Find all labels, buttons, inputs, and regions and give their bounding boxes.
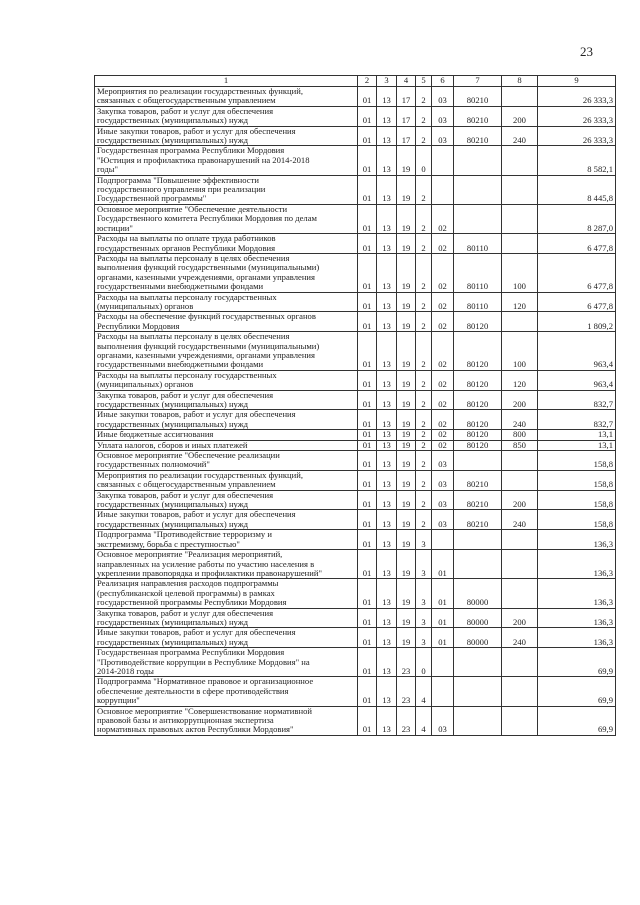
code-cell: 80210 bbox=[454, 87, 502, 107]
code-cell: 80120 bbox=[454, 332, 502, 371]
code-cell: 2 bbox=[416, 451, 432, 471]
item-name-cell: Расходы на выплаты персоналу в целях обеспечения выполнения функций государственными (муниципальными) органами, казенными учреждениями, органами управления государственными внебюджетными фондами bbox=[95, 253, 358, 292]
amount-cell: 963,4 bbox=[538, 332, 616, 371]
item-name-cell: Подпрограмма "Нормативное правовое и организационное обеспечение деятельности в сфере противодействия коррупции" bbox=[95, 677, 358, 706]
code-cell: 2 bbox=[416, 410, 432, 430]
table-row bbox=[95, 87, 616, 107]
code-cell bbox=[502, 234, 538, 254]
code-cell: 17 bbox=[397, 106, 416, 126]
code-cell: 01 bbox=[358, 390, 377, 410]
code-cell: 80120 bbox=[454, 370, 502, 390]
table-row bbox=[95, 292, 616, 312]
item-name-cell: Реализация направления расходов подпрограммы (республиканской целевой программы) в рамках государственной программы Республики Мордовия bbox=[95, 579, 358, 608]
code-cell: 2 bbox=[416, 430, 432, 440]
item-name-cell: Основное мероприятие "Совершенствование нормативной правовой базы и антикоррупционная экспертиза нормативных правовых актов Республики Мордовия" bbox=[95, 706, 358, 735]
code-cell bbox=[454, 706, 502, 735]
code-cell bbox=[502, 146, 538, 175]
code-cell bbox=[502, 175, 538, 204]
code-cell: 01 bbox=[358, 490, 377, 510]
code-cell: 02 bbox=[432, 312, 454, 332]
column-header: 8 bbox=[502, 76, 538, 87]
code-cell: 01 bbox=[358, 550, 377, 579]
code-cell: 01 bbox=[358, 370, 377, 390]
item-name-cell: Государственная программа Республики Мордовия "Юстиция и профилактика правонарушений на 2014-2018 годы" bbox=[95, 146, 358, 175]
code-cell: 240 bbox=[502, 410, 538, 430]
code-cell: 01 bbox=[358, 332, 377, 371]
amount-cell: 832,7 bbox=[538, 390, 616, 410]
code-cell: 03 bbox=[432, 490, 454, 510]
code-cell: 01 bbox=[358, 579, 377, 608]
code-cell: 01 bbox=[358, 430, 377, 440]
code-cell: 02 bbox=[432, 253, 454, 292]
code-cell: 13 bbox=[377, 204, 397, 233]
code-cell: 02 bbox=[432, 292, 454, 312]
column-header: 9 bbox=[538, 76, 616, 87]
code-cell: 19 bbox=[397, 234, 416, 254]
code-cell: 13 bbox=[377, 106, 397, 126]
code-cell: 80110 bbox=[454, 292, 502, 312]
code-cell: 03 bbox=[432, 87, 454, 107]
table-row bbox=[95, 470, 616, 490]
code-cell: 80110 bbox=[454, 234, 502, 254]
code-cell: 2 bbox=[416, 253, 432, 292]
amount-cell: 6 477,8 bbox=[538, 292, 616, 312]
table-row bbox=[95, 312, 616, 332]
code-cell bbox=[432, 677, 454, 706]
code-cell: 01 bbox=[358, 608, 377, 628]
code-cell: 23 bbox=[397, 706, 416, 735]
code-cell: 3 bbox=[416, 579, 432, 608]
amount-cell: 69,9 bbox=[538, 706, 616, 735]
amount-cell: 136,3 bbox=[538, 628, 616, 648]
code-cell: 19 bbox=[397, 440, 416, 450]
code-cell bbox=[454, 146, 502, 175]
code-cell: 120 bbox=[502, 292, 538, 312]
table-row bbox=[95, 146, 616, 175]
column-header: 4 bbox=[397, 76, 416, 87]
amount-cell: 963,4 bbox=[538, 370, 616, 390]
table-row bbox=[95, 530, 616, 550]
amount-cell: 6 477,8 bbox=[538, 253, 616, 292]
code-cell bbox=[502, 87, 538, 107]
code-cell bbox=[502, 648, 538, 677]
amount-cell: 69,9 bbox=[538, 648, 616, 677]
code-cell: 19 bbox=[397, 253, 416, 292]
table-row bbox=[95, 332, 616, 371]
code-cell: 01 bbox=[358, 677, 377, 706]
code-cell: 200 bbox=[502, 106, 538, 126]
code-cell: 13 bbox=[377, 312, 397, 332]
code-cell: 03 bbox=[432, 706, 454, 735]
amount-cell: 832,7 bbox=[538, 410, 616, 430]
code-cell: 19 bbox=[397, 490, 416, 510]
code-cell: 17 bbox=[397, 87, 416, 107]
code-cell: 19 bbox=[397, 410, 416, 430]
code-cell: 13 bbox=[377, 706, 397, 735]
code-cell: 120 bbox=[502, 370, 538, 390]
code-cell bbox=[502, 579, 538, 608]
code-cell: 13 bbox=[377, 175, 397, 204]
amount-cell: 136,3 bbox=[538, 579, 616, 608]
code-cell: 19 bbox=[397, 550, 416, 579]
code-cell: 80000 bbox=[454, 579, 502, 608]
amount-cell: 8 582,1 bbox=[538, 146, 616, 175]
code-cell: 03 bbox=[432, 470, 454, 490]
item-name-cell: Иные закупки товаров, работ и услуг для обеспечения государственных (муниципальных) нужд bbox=[95, 410, 358, 430]
code-cell: 13 bbox=[377, 530, 397, 550]
code-cell: 03 bbox=[432, 106, 454, 126]
code-cell: 3 bbox=[416, 608, 432, 628]
item-name-cell: Иные закупки товаров, работ и услуг для обеспечения государственных (муниципальных) нужд bbox=[95, 510, 358, 530]
code-cell: 850 bbox=[502, 440, 538, 450]
code-cell: 80120 bbox=[454, 312, 502, 332]
code-cell: 13 bbox=[377, 470, 397, 490]
code-cell: 19 bbox=[397, 579, 416, 608]
code-cell: 100 bbox=[502, 332, 538, 371]
amount-cell: 26 333,3 bbox=[538, 106, 616, 126]
code-cell: 02 bbox=[432, 410, 454, 430]
amount-cell: 6 477,8 bbox=[538, 234, 616, 254]
column-header: 7 bbox=[454, 76, 502, 87]
code-cell: 13 bbox=[377, 390, 397, 410]
code-cell bbox=[454, 175, 502, 204]
code-cell: 01 bbox=[358, 648, 377, 677]
code-cell: 13 bbox=[377, 410, 397, 430]
code-cell bbox=[454, 550, 502, 579]
code-cell: 13 bbox=[377, 430, 397, 440]
code-cell bbox=[454, 677, 502, 706]
code-cell: 19 bbox=[397, 175, 416, 204]
amount-cell: 26 333,3 bbox=[538, 126, 616, 146]
table-row bbox=[95, 410, 616, 430]
code-cell: 01 bbox=[358, 440, 377, 450]
code-cell: 2 bbox=[416, 490, 432, 510]
code-cell: 13 bbox=[377, 292, 397, 312]
item-name-cell: Подпрограмма "Противодействие терроризму и экстремизму, борьба с преступностью" bbox=[95, 530, 358, 550]
table-row bbox=[95, 706, 616, 735]
item-name-cell: Расходы на выплаты персоналу государственных (муниципальных) органов bbox=[95, 292, 358, 312]
code-cell: 13 bbox=[377, 451, 397, 471]
table-row bbox=[95, 253, 616, 292]
code-cell: 19 bbox=[397, 430, 416, 440]
code-cell: 0 bbox=[416, 146, 432, 175]
code-cell: 19 bbox=[397, 451, 416, 471]
code-cell: 2 bbox=[416, 126, 432, 146]
item-name-cell: Уплата налогов, сборов и иных платежей bbox=[95, 440, 358, 450]
item-name-cell: Иные закупки товаров, работ и услуг для обеспечения государственных (муниципальных) нужд bbox=[95, 628, 358, 648]
item-name-cell: Основное мероприятие "Обеспечение реализации государственных полномочий" bbox=[95, 451, 358, 471]
code-cell: 13 bbox=[377, 234, 397, 254]
amount-cell: 1 809,2 bbox=[538, 312, 616, 332]
amount-cell: 13,1 bbox=[538, 440, 616, 450]
code-cell: 01 bbox=[358, 510, 377, 530]
code-cell: 01 bbox=[358, 87, 377, 107]
code-cell: 80210 bbox=[454, 510, 502, 530]
code-cell: 01 bbox=[358, 106, 377, 126]
code-cell: 01 bbox=[358, 410, 377, 430]
code-cell: 13 bbox=[377, 440, 397, 450]
code-cell: 80120 bbox=[454, 430, 502, 440]
item-name-cell: Закупка товаров, работ и услуг для обеспечения государственных (муниципальных) нужд bbox=[95, 608, 358, 628]
code-cell bbox=[502, 677, 538, 706]
code-cell: 01 bbox=[358, 146, 377, 175]
code-cell: 01 bbox=[358, 292, 377, 312]
code-cell: 240 bbox=[502, 510, 538, 530]
code-cell: 13 bbox=[377, 608, 397, 628]
code-cell: 01 bbox=[432, 579, 454, 608]
item-name-cell: Расходы на обеспечение функций государственных органов Республики Мордовия bbox=[95, 312, 358, 332]
code-cell: 03 bbox=[432, 126, 454, 146]
table-row bbox=[95, 490, 616, 510]
code-cell: 80120 bbox=[454, 440, 502, 450]
amount-cell: 158,8 bbox=[538, 490, 616, 510]
table-row bbox=[95, 451, 616, 471]
item-name-cell: Расходы на выплаты персоналу государственных (муниципальных) органов bbox=[95, 370, 358, 390]
code-cell bbox=[454, 648, 502, 677]
code-cell: 200 bbox=[502, 490, 538, 510]
amount-cell: 136,3 bbox=[538, 530, 616, 550]
code-cell: 2 bbox=[416, 175, 432, 204]
code-cell: 4 bbox=[416, 706, 432, 735]
code-cell: 200 bbox=[502, 390, 538, 410]
table-row bbox=[95, 440, 616, 450]
code-cell: 19 bbox=[397, 204, 416, 233]
code-cell bbox=[454, 530, 502, 550]
code-cell: 01 bbox=[432, 628, 454, 648]
code-cell: 02 bbox=[432, 390, 454, 410]
code-cell: 13 bbox=[377, 648, 397, 677]
code-cell: 13 bbox=[377, 253, 397, 292]
code-cell: 01 bbox=[358, 253, 377, 292]
item-name-cell: Иные бюджетные ассигнования bbox=[95, 430, 358, 440]
code-cell: 01 bbox=[358, 234, 377, 254]
code-cell: 80110 bbox=[454, 253, 502, 292]
code-cell: 02 bbox=[432, 332, 454, 371]
table-row bbox=[95, 390, 616, 410]
item-name-cell: Основное мероприятие "Реализация мероприятий, направленных на усиление работы по участию населения в укреплении правопорядка и профилактики правонарушений" bbox=[95, 550, 358, 579]
column-header: 1 bbox=[95, 76, 358, 87]
code-cell: 19 bbox=[397, 608, 416, 628]
amount-cell: 136,3 bbox=[538, 550, 616, 579]
code-cell: 13 bbox=[377, 332, 397, 371]
code-cell bbox=[502, 451, 538, 471]
code-cell: 13 bbox=[377, 677, 397, 706]
item-name-cell: Расходы на выплаты персоналу в целях обеспечения выполнения функций государственными (муниципальными) органами, казенными учреждениями, органами управления государственными внебюджетными фондами bbox=[95, 332, 358, 371]
code-cell bbox=[502, 312, 538, 332]
code-cell: 02 bbox=[432, 370, 454, 390]
code-cell: 2 bbox=[416, 390, 432, 410]
amount-cell: 158,8 bbox=[538, 470, 616, 490]
amount-cell: 8 287,0 bbox=[538, 204, 616, 233]
code-cell: 80210 bbox=[454, 470, 502, 490]
code-cell: 80210 bbox=[454, 126, 502, 146]
code-cell: 3 bbox=[416, 550, 432, 579]
code-cell: 2 bbox=[416, 370, 432, 390]
code-cell: 01 bbox=[358, 470, 377, 490]
code-cell: 01 bbox=[432, 550, 454, 579]
code-cell: 02 bbox=[432, 440, 454, 450]
item-name-cell: Расходы на выплаты по оплате труда работников государственных органов Республики Мордовия bbox=[95, 234, 358, 254]
code-cell bbox=[432, 648, 454, 677]
code-cell: 19 bbox=[397, 332, 416, 371]
amount-cell: 158,8 bbox=[538, 510, 616, 530]
code-cell: 3 bbox=[416, 628, 432, 648]
table-row bbox=[95, 608, 616, 628]
code-cell: 4 bbox=[416, 677, 432, 706]
code-cell: 13 bbox=[377, 579, 397, 608]
column-header: 5 bbox=[416, 76, 432, 87]
code-cell: 01 bbox=[358, 126, 377, 146]
code-cell: 01 bbox=[432, 608, 454, 628]
code-cell: 01 bbox=[358, 706, 377, 735]
code-cell: 13 bbox=[377, 87, 397, 107]
code-cell bbox=[502, 530, 538, 550]
code-cell: 2 bbox=[416, 510, 432, 530]
code-cell: 13 bbox=[377, 370, 397, 390]
code-cell: 2 bbox=[416, 204, 432, 233]
code-cell: 100 bbox=[502, 253, 538, 292]
column-header: 2 bbox=[358, 76, 377, 87]
code-cell: 13 bbox=[377, 126, 397, 146]
code-cell bbox=[502, 204, 538, 233]
amount-cell: 8 445,8 bbox=[538, 175, 616, 204]
code-cell: 23 bbox=[397, 648, 416, 677]
code-cell: 2 bbox=[416, 312, 432, 332]
code-cell: 800 bbox=[502, 430, 538, 440]
code-cell: 01 bbox=[358, 451, 377, 471]
code-cell: 80210 bbox=[454, 490, 502, 510]
item-name-cell: Мероприятия по реализации государственных функций, связанных с общегосударственным управлением bbox=[95, 87, 358, 107]
table-row bbox=[95, 106, 616, 126]
amount-cell: 13,1 bbox=[538, 430, 616, 440]
code-cell: 19 bbox=[397, 628, 416, 648]
code-cell: 13 bbox=[377, 628, 397, 648]
code-cell: 13 bbox=[377, 146, 397, 175]
code-cell: 02 bbox=[432, 204, 454, 233]
code-cell: 01 bbox=[358, 312, 377, 332]
table-row bbox=[95, 234, 616, 254]
code-cell: 80000 bbox=[454, 608, 502, 628]
table-row bbox=[95, 204, 616, 233]
code-cell: 2 bbox=[416, 87, 432, 107]
code-cell: 03 bbox=[432, 451, 454, 471]
code-cell: 13 bbox=[377, 490, 397, 510]
code-cell: 3 bbox=[416, 530, 432, 550]
code-cell: 02 bbox=[432, 234, 454, 254]
code-cell bbox=[454, 204, 502, 233]
code-cell bbox=[502, 706, 538, 735]
code-cell: 200 bbox=[502, 608, 538, 628]
amount-cell: 158,8 bbox=[538, 451, 616, 471]
code-cell: 19 bbox=[397, 370, 416, 390]
code-cell: 01 bbox=[358, 530, 377, 550]
code-cell: 2 bbox=[416, 332, 432, 371]
item-name-cell: Мероприятия по реализации государственных функций, связанных с общегосударственным управлением bbox=[95, 470, 358, 490]
code-cell: 17 bbox=[397, 126, 416, 146]
code-cell: 0 bbox=[416, 648, 432, 677]
code-cell: 80210 bbox=[454, 106, 502, 126]
code-cell bbox=[432, 530, 454, 550]
item-name-cell: Закупка товаров, работ и услуг для обеспечения государственных (муниципальных) нужд bbox=[95, 106, 358, 126]
code-cell: 240 bbox=[502, 126, 538, 146]
code-cell: 2 bbox=[416, 106, 432, 126]
code-cell bbox=[432, 146, 454, 175]
code-cell: 2 bbox=[416, 292, 432, 312]
code-cell: 23 bbox=[397, 677, 416, 706]
code-cell: 13 bbox=[377, 510, 397, 530]
table-row bbox=[95, 510, 616, 530]
item-name-cell: Основное мероприятие "Обеспечение деятельности Государственного комитета Республики Мордовия по делам юстиции" bbox=[95, 204, 358, 233]
code-cell bbox=[502, 550, 538, 579]
code-cell: 80000 bbox=[454, 628, 502, 648]
code-cell: 13 bbox=[377, 550, 397, 579]
table-row bbox=[95, 370, 616, 390]
item-name-cell: Закупка товаров, работ и услуг для обеспечения государственных (муниципальных) нужд bbox=[95, 490, 358, 510]
code-cell: 01 bbox=[358, 204, 377, 233]
table-row bbox=[95, 677, 616, 706]
table-row bbox=[95, 430, 616, 440]
code-cell: 2 bbox=[416, 234, 432, 254]
column-header: 3 bbox=[377, 76, 397, 87]
table-row bbox=[95, 550, 616, 579]
item-name-cell: Закупка товаров, работ и услуг для обеспечения государственных (муниципальных) нужд bbox=[95, 390, 358, 410]
amount-cell: 136,3 bbox=[538, 608, 616, 628]
code-cell: 19 bbox=[397, 390, 416, 410]
code-cell: 19 bbox=[397, 146, 416, 175]
code-cell bbox=[454, 451, 502, 471]
code-cell: 240 bbox=[502, 628, 538, 648]
table-row bbox=[95, 126, 616, 146]
budget-table bbox=[94, 75, 616, 736]
code-cell: 03 bbox=[432, 510, 454, 530]
code-cell: 01 bbox=[358, 175, 377, 204]
table-header-row bbox=[95, 76, 616, 87]
code-cell: 01 bbox=[358, 628, 377, 648]
table-row bbox=[95, 175, 616, 204]
code-cell: 80120 bbox=[454, 410, 502, 430]
code-cell: 02 bbox=[432, 430, 454, 440]
item-name-cell: Государственная программа Республики Мордовия "Противодействие коррупции в Республике Мордовия" на 2014-2018 годы bbox=[95, 648, 358, 677]
column-header: 6 bbox=[432, 76, 454, 87]
code-cell: 19 bbox=[397, 470, 416, 490]
code-cell: 19 bbox=[397, 292, 416, 312]
table-row bbox=[95, 628, 616, 648]
code-cell: 19 bbox=[397, 312, 416, 332]
code-cell: 19 bbox=[397, 530, 416, 550]
table-body bbox=[95, 87, 616, 736]
code-cell: 2 bbox=[416, 470, 432, 490]
code-cell: 80120 bbox=[454, 390, 502, 410]
code-cell: 2 bbox=[416, 440, 432, 450]
code-cell bbox=[502, 470, 538, 490]
amount-cell: 26 333,3 bbox=[538, 87, 616, 107]
code-cell: 19 bbox=[397, 510, 416, 530]
item-name-cell: Иные закупки товаров, работ и услуг для обеспечения государственных (муниципальных) нужд bbox=[95, 126, 358, 146]
code-cell bbox=[432, 175, 454, 204]
table-row bbox=[95, 648, 616, 677]
amount-cell: 69,9 bbox=[538, 677, 616, 706]
page-number: 23 bbox=[580, 44, 593, 59]
table-row bbox=[95, 579, 616, 608]
item-name-cell: Подпрограмма "Повышение эффективности государственного управления при реализации Государственной программы" bbox=[95, 175, 358, 204]
